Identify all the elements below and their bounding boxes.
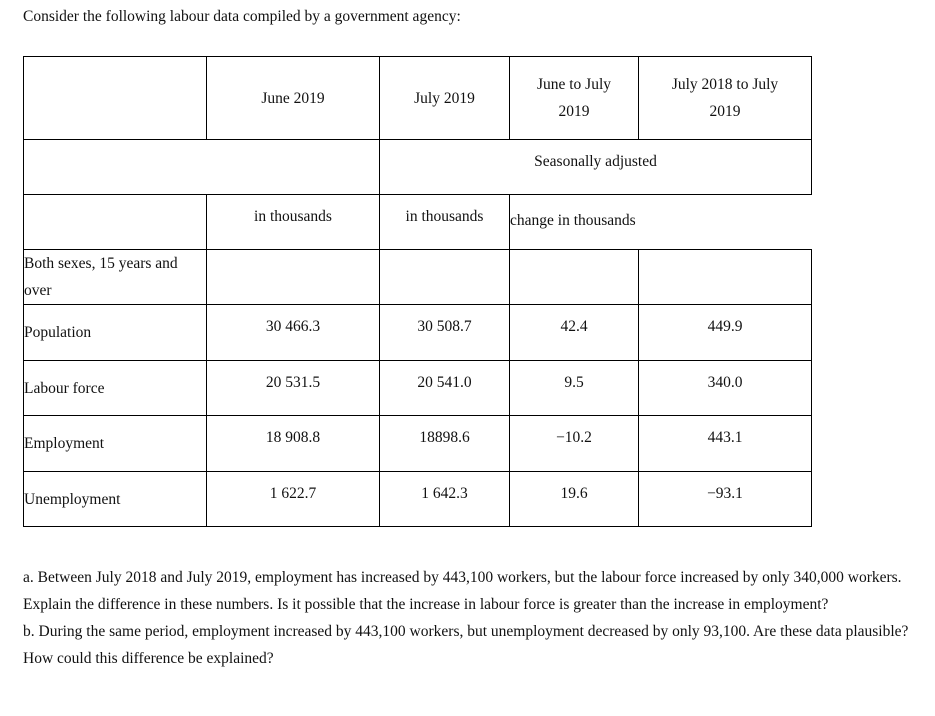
row-label: Unemployment (24, 472, 207, 527)
header-cell: July 2018 to July 2019 (639, 57, 812, 140)
value-cell: 1 622.7 (207, 472, 380, 527)
value-cell: 20 531.5 (207, 361, 380, 416)
value-cell: −10.2 (510, 416, 639, 472)
seasonal-row (24, 140, 812, 195)
empty-cell (24, 140, 380, 195)
value-cell: 1 642.3 (380, 472, 510, 527)
group-row (24, 250, 812, 305)
value-cell: 18 908.8 (207, 416, 380, 472)
units-row (24, 195, 812, 250)
question-a: a. Between July 2018 and July 2019, employment has increased by 443,100 workers, but the labour force increased by only 340,000 workers. Explain the difference in these numbers. Is it possible that the increase in labour force is greater than the increase in employment? (23, 569, 902, 613)
empty-cell (380, 250, 510, 305)
table-row (24, 416, 812, 472)
group-label: Both sexes, 15 years and over (24, 250, 207, 305)
table-row (24, 305, 812, 361)
unit-cell: change in thousands (510, 195, 812, 250)
row-label: Employment (24, 416, 207, 472)
questions (23, 564, 928, 672)
value-cell: 340.0 (639, 361, 812, 416)
empty-cell (639, 250, 812, 305)
header-row (24, 57, 812, 140)
value-cell: 9.5 (510, 361, 639, 416)
header-cell: June 2019 (207, 57, 380, 140)
value-cell: 443.1 (639, 416, 812, 472)
question-b: b. During the same period, employment increased by 443,100 workers, but unemployment decreased by only 93,100. Are these data plausible? How could this difference be explained? (23, 623, 909, 667)
unit-cell: in thousands (380, 195, 510, 250)
unit-cell: in thousands (207, 195, 380, 250)
row-label: Labour force (24, 361, 207, 416)
table-row (24, 361, 812, 416)
value-cell: 20 541.0 (380, 361, 510, 416)
header-cell (24, 57, 207, 140)
value-cell: 18898.6 (380, 416, 510, 472)
seasonally-adjusted-cell: Seasonally adjusted (380, 140, 812, 195)
intro-text: Consider the following labour data compiled by a government agency: (23, 8, 461, 25)
labour-data-table (23, 56, 812, 527)
empty-cell (24, 195, 207, 250)
value-cell: 42.4 (510, 305, 639, 361)
table-row (24, 472, 812, 527)
value-cell: −93.1 (639, 472, 812, 527)
header-cell: July 2019 (380, 57, 510, 140)
header-cell: June to July 2019 (510, 57, 639, 140)
value-cell: 19.6 (510, 472, 639, 527)
row-label: Population (24, 305, 207, 361)
value-cell: 30 466.3 (207, 305, 380, 361)
empty-cell (510, 250, 639, 305)
value-cell: 449.9 (639, 305, 812, 361)
empty-cell (207, 250, 380, 305)
value-cell: 30 508.7 (380, 305, 510, 361)
